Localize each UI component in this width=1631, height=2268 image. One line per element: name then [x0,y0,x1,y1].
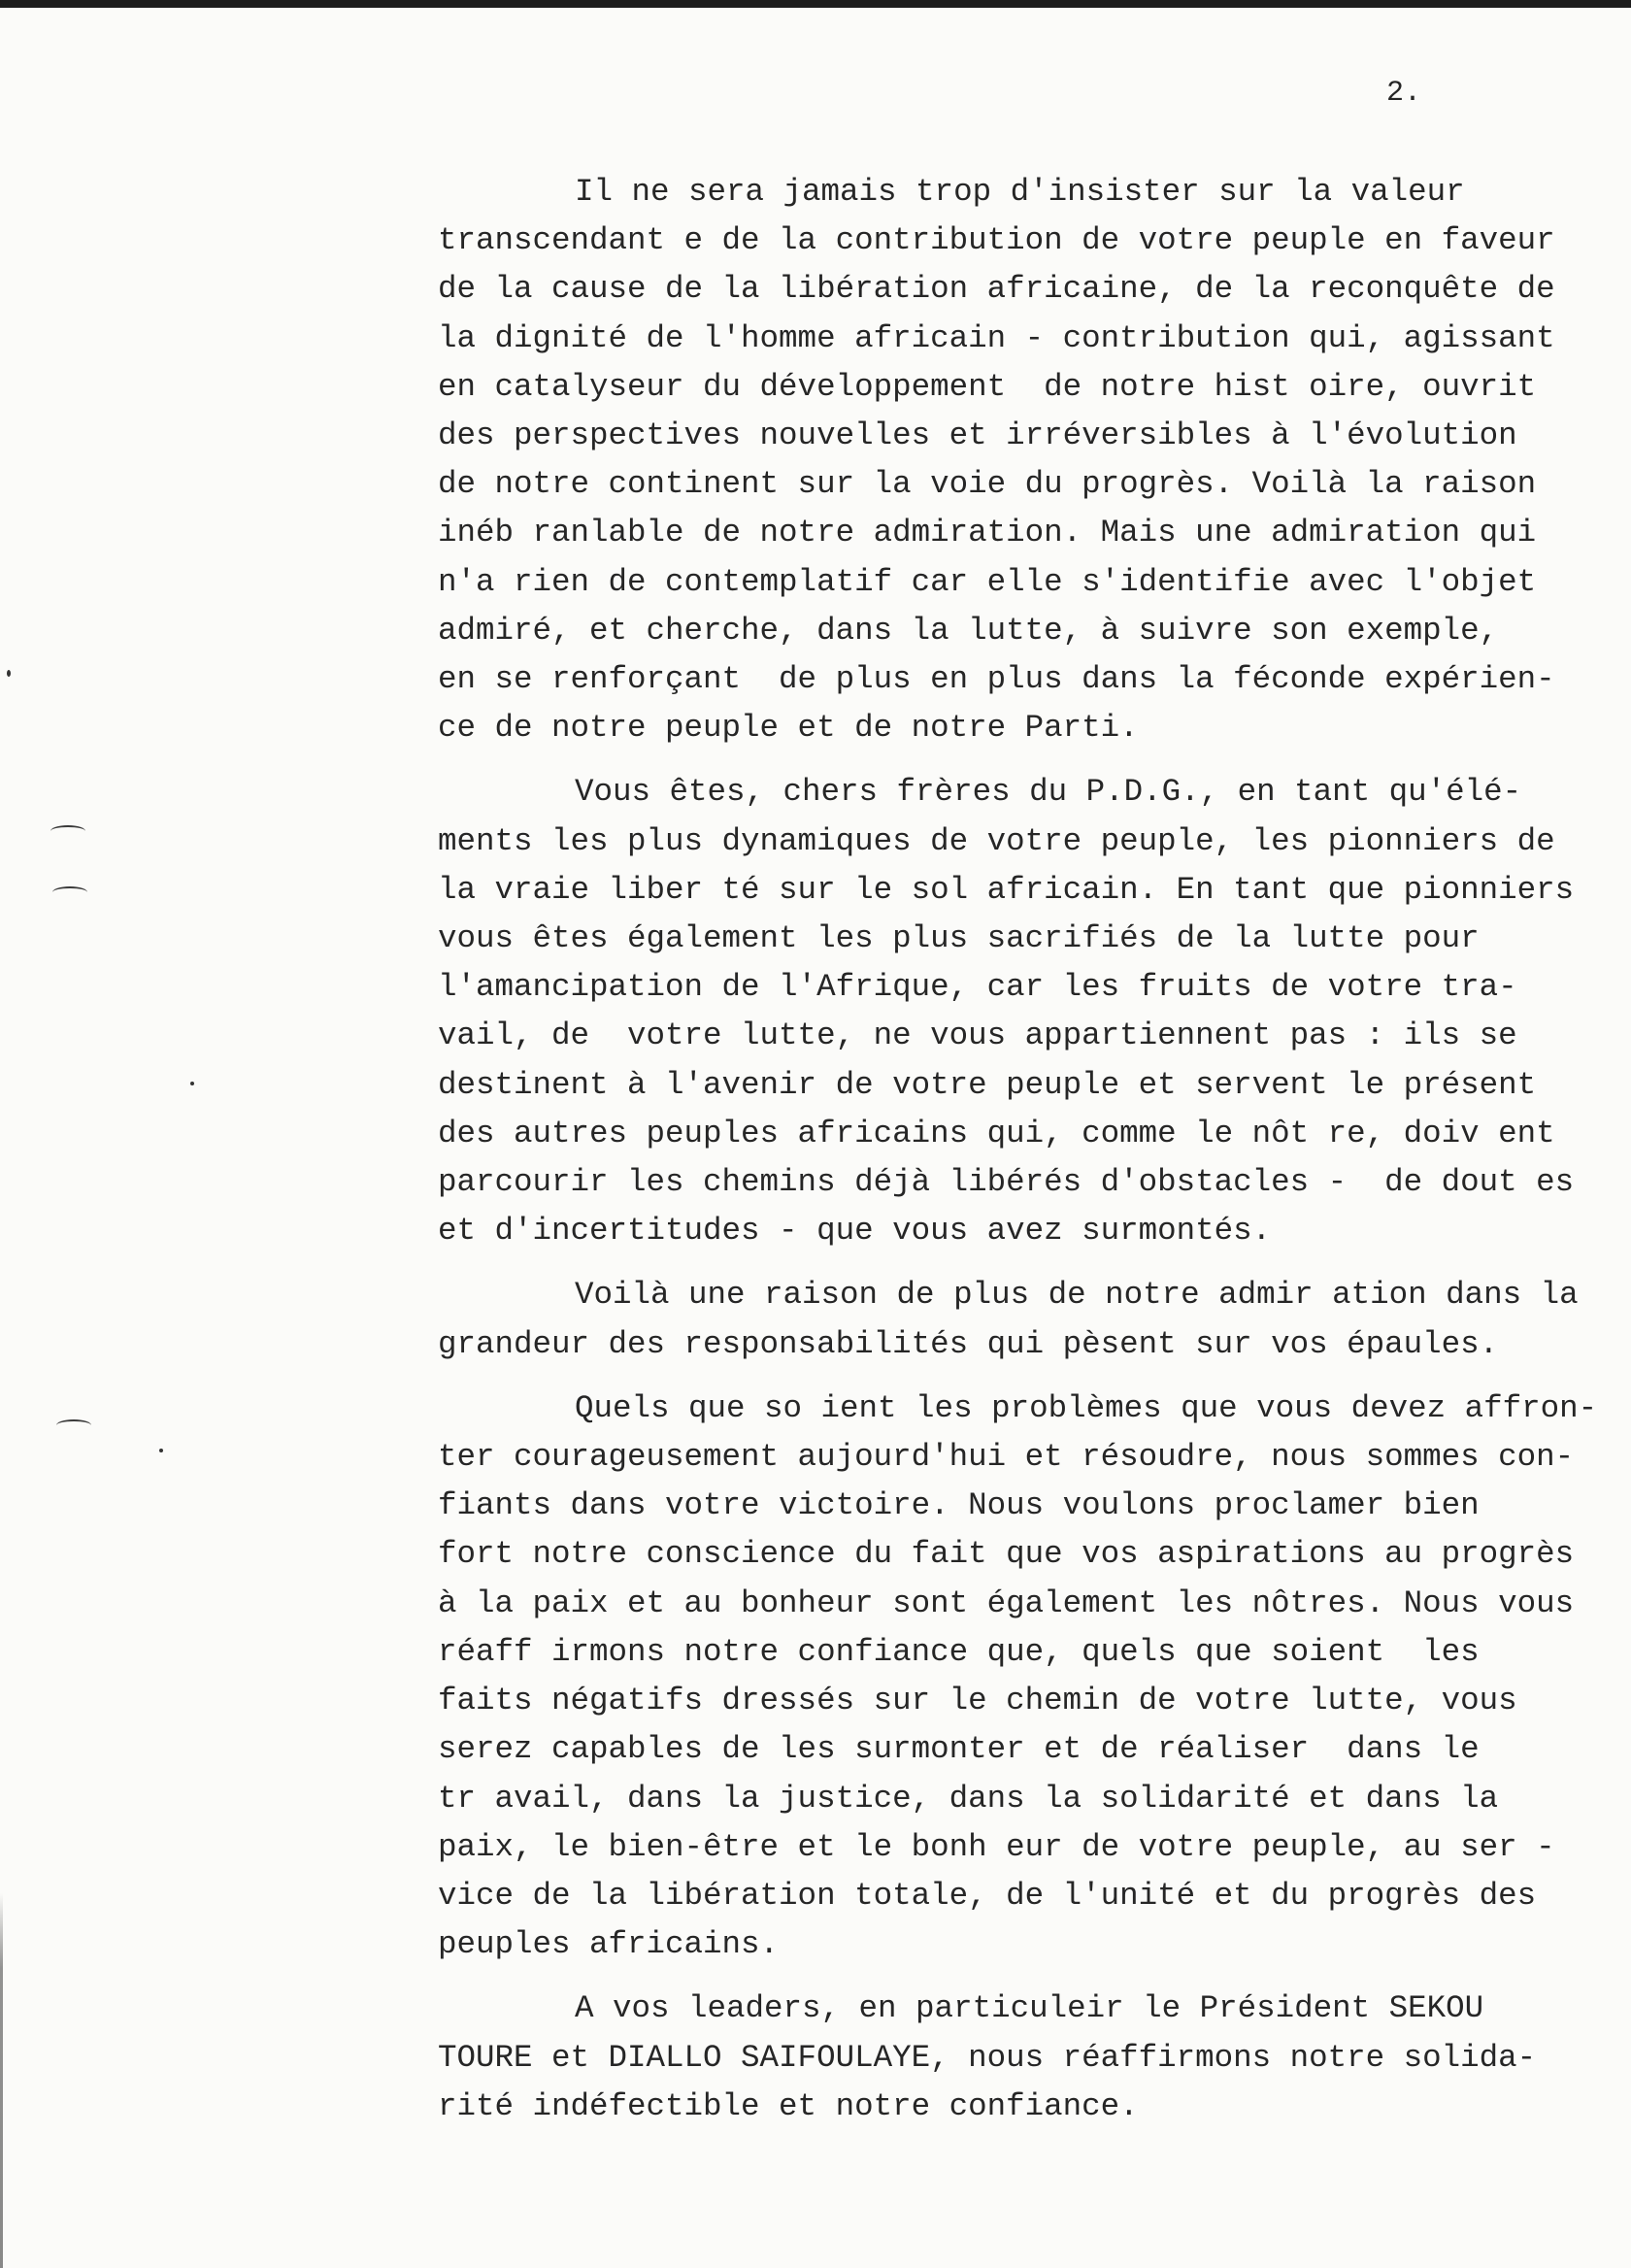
text-line: serez capables de les surmonter et de réaliser dans le [438,1731,1480,1768]
text-line: et d'incertitudes - que vous avez surmontés. [438,1213,1272,1250]
text-line: l'amancipation de l'Afrique, car les fruits de votre tra- [438,969,1517,1006]
scan-speck [159,1449,163,1452]
scan-speck [190,1082,194,1085]
text-line: des autres peuples africains qui, comme le nôt re, doiv ent [438,1115,1555,1151]
paragraph-4 [438,1384,1624,1969]
letter-body [438,168,1624,2147]
paragraph-3 [438,1271,1624,1368]
text-line: Il ne sera jamais trop d'insister sur la valeur [575,174,1465,210]
top-border-line [0,0,1631,8]
text-line: Quels que so ient les problèmes que vous devez affron- [575,1389,1598,1426]
text-line: paix, le bien-être et le bonh eur de votre peuple, au ser - [438,1828,1555,1865]
text-line: rité indéfectible et notre confiance. [438,2087,1139,2124]
text-line: des perspectives nouvelles et irréversibles à l'évolution [438,417,1517,454]
punch-hole-mark [52,886,87,898]
text-line: parcourir les chemins déjà libérés d'obstacles - de dout es [438,1164,1575,1201]
paragraph-1 [438,168,1624,752]
text-line: réaff irmons notre confiance que, quels que soient les [438,1633,1480,1670]
text-line: faits négatifs dressés sur le chemin de votre lutte, vous [438,1683,1517,1719]
text-line: fort notre conscience du fait que vos aspirations au progrès [438,1536,1575,1573]
text-line: en se renforçant de plus en plus dans la féconde expérien- [438,661,1555,698]
paragraph-2 [438,768,1624,1255]
text-line: peuples africains. [438,1926,780,1963]
text-line: de notre continent sur la voie du progrès. Voilà la raison [438,466,1537,503]
text-line: vice de la libération totale, de l'unité et du progrès des [438,1877,1537,1914]
text-line: fiants dans votre victoire. Nous voulons proclamer bien [438,1487,1480,1524]
scan-speck [7,670,11,677]
text-line: la dignité de l'homme africain - contribution qui, agissant [438,319,1555,356]
page-number: 2. [1386,77,1422,110]
paragraph-5 [438,1984,1624,2131]
text-line: A vos leaders, en particuleir le Président SEKOU [575,1990,1484,2027]
punch-hole-mark [50,825,85,837]
text-line: de la cause de la libération africaine, de la reconquête de [438,271,1555,308]
text-line: vous êtes également les plus sacrifiés de la lutte pour [438,920,1480,957]
text-line: la vraie liber té sur le sol africain. En tant que pionniers [438,871,1575,908]
text-line: transcendant e de la contribution de votre peuple en faveur [438,222,1555,259]
text-line: Voilà une raison de plus de notre admir ation dans la [575,1277,1579,1314]
text-line: destinent à l'avenir de votre peuple et servent le présent [438,1066,1537,1103]
punch-hole-mark [56,1419,91,1431]
text-line: à la paix et au bonheur sont également les nôtres. Nous vous [438,1584,1575,1621]
text-line: n'a rien de contemplatif car elle s'identifie avec l'objet [438,563,1537,600]
text-line: tr avail, dans la justice, dans la solidarité et dans la [438,1780,1499,1817]
text-line: vail, de votre lutte, ne vous appartiennent pas : ils se [438,1017,1517,1054]
text-line: inéb ranlable de notre admiration. Mais une admiration qui [438,515,1537,551]
text-line: ments les plus dynamiques de votre peuple, les pionniers de [438,822,1555,859]
text-line: admiré, et cherche, dans la lutte, à suivre son exemple, [438,612,1499,649]
text-line: ce de notre peuple et de notre Parti. [438,710,1139,747]
text-line: en catalyseur du développement de notre hist oire, ouvrit [438,368,1537,405]
text-line: ter courageusement aujourd'hui et résoudre, nous sommes con- [438,1439,1575,1476]
text-line: TOURE et DIALLO SAIFOULAYE, nous réaffirmons notre solida- [438,2039,1537,2076]
text-line: Vous êtes, chers frères du P.D.G., en tant qu'élé- [575,774,1522,811]
page-edge-shadow [0,1893,3,2268]
text-line: grandeur des responsabilités qui pèsent sur vos épaules. [438,1325,1499,1362]
